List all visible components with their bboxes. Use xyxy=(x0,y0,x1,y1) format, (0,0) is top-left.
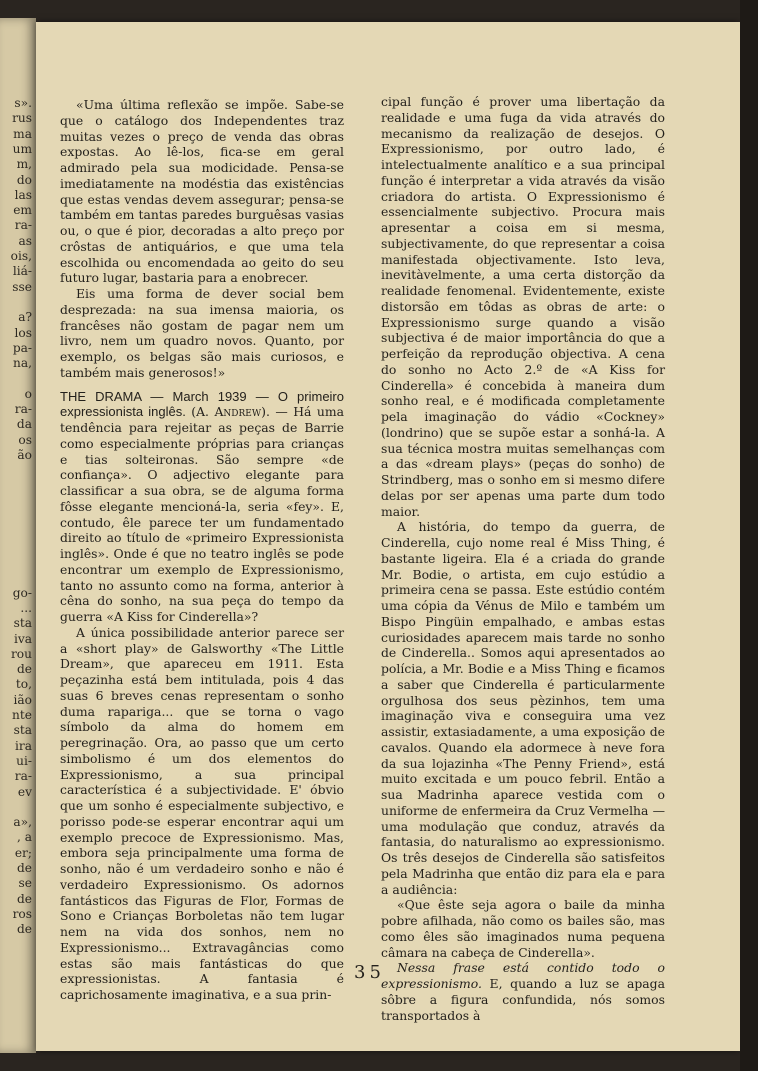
paragraph: Há uma tendência para rejeitar as peças de Barrie como especialmente próprias para crianças e tias solteironas. São sempre «de confiança». O adjectivo elegante para classificar a sua obra, se de alguma forma fôsse elegante mencioná-la, seria «fey». E, contudo, êle parece ter um fundamentado direito ao título de «primeiro Expressionista inglês». Onde é que no teatro inglês se pode encontrar um exemplo de Expressionismo, tanto no assunto como na forma, anterior à cêna do sonho, na sua peça do tempo da guerra «A Kiss for Cinderella»? xyxy=(60,404,344,624)
margin-fragment: pa- xyxy=(12,340,32,355)
paragraph xyxy=(381,960,665,1023)
margin-fragment: da xyxy=(16,417,32,432)
margin-fragment: de xyxy=(16,662,32,677)
margin-fragment: ... xyxy=(20,600,32,615)
margin-fragment: ui- xyxy=(16,753,32,768)
italic-phrase: Nessa frase está contido todo o expressionismo. xyxy=(381,960,665,991)
heading-author-close: ). — xyxy=(261,404,288,420)
margin-fragment: ros xyxy=(12,906,32,921)
margin-fragment: los xyxy=(14,325,32,340)
heading-author-open: (A. xyxy=(185,404,215,420)
binding-shadow xyxy=(740,0,758,1071)
margin-fragment: nte xyxy=(12,708,32,722)
margin-fragment: las xyxy=(14,187,32,202)
margin-fragment: em xyxy=(13,203,32,218)
margin-fragment: ma xyxy=(13,126,32,141)
paragraph-rest: E, quando a luz se apaga sôbre a figura confundida, nós somos transportados à xyxy=(381,976,665,1023)
margin-fragment: ira xyxy=(15,738,32,753)
margin-fragment: ev xyxy=(17,784,32,799)
margin-fragment: iva xyxy=(13,631,32,646)
margin-fragment: s». xyxy=(14,96,32,110)
margin-fragment: ão xyxy=(17,447,32,462)
paragraph: Eis uma forma de dever social bem desprezada: na sua imensa maioria, os francêses não gostam de pagar nem um livro, nem um quadro novos. Quanto, por exemplo, os belgas são mais curiosos, e também mais generosos!» xyxy=(60,286,344,380)
paragraph: A história, do tempo da guerra, de Cinderella, cujo nome real é Miss Thing, é bastante ligeira. Ela é a criada do grande Mr. Bodie, o artista, em cujo estúdio a primeira cena se passa. Este estúdio contém uma cópia da Vénus de Milo e também um Bispo Pingüin empalhado, e ambas estas curiosidades aparecem mais tarde no sonho de Cinderella.. Somos aqui apresentados ao polícia, a Mr. Bodie e a Miss Thing e ficamos a saber que Cinderella é particularmente orgulhosa dos seus pèzinhos, tem uma imaginação viva e conseguira uma vez assistir, extasiadamente, a uma exposição de cavalos. Quando ela adormece à neve fora da sua lojazinha «The Penny Friend», está muito excitada e um pouco febril. Então a sua Madrinha aparece vestida com o uniforme de enfermeira da Cruz Vermelha — uma modulação que conduz, através da fantasia, do naturalismo ao expressionismo. Os três desejos de Cinderella são satisfeitos pela Madrinha que então diz para ela e para a audiência: xyxy=(381,519,665,897)
margin-fragment: go- xyxy=(12,585,32,600)
margin-fragment: ois, xyxy=(10,249,32,263)
margin-fragment: se xyxy=(18,876,32,891)
margin-fragment: um xyxy=(12,141,32,156)
margin-fragment: to, xyxy=(15,677,32,692)
margin-fragment: liá- xyxy=(12,264,32,279)
margin-fragment: as xyxy=(18,233,32,248)
margin-fragment: ra- xyxy=(14,402,32,416)
margin-fragment: de xyxy=(16,922,32,937)
margin-fragment: sta xyxy=(13,723,32,738)
margin-fragment: er; xyxy=(14,845,32,860)
margin-fragment: m, xyxy=(16,157,32,172)
margin-fragment: de xyxy=(16,891,32,906)
margin-fragment: rou xyxy=(10,646,32,661)
margin-fragment: o xyxy=(24,386,32,401)
quotation: «Que êste seja agora o baile da minha pobre afilhada, não como os bailes são, mas como êles são imaginados numa pequena câmara na cabeça de Cinderella». xyxy=(381,897,665,960)
margin-fragment: sta xyxy=(13,616,32,631)
margin-fragment: na, xyxy=(13,356,32,371)
margin-fragment: sse xyxy=(12,279,32,294)
paragraph: A única possibilidade anterior parece ser a «short play» de Galsworthy «The Little Dream», que apareceu em 1911. Esta peçazinha está bem intitulada, pois 4 das suas 6 breves cenas representam o sonho duma rapariga... que se torna o vago símbolo da alma do homem em peregrinação. Ora, ao passo que um certo simbolismo é um dos elementos do Expressionismo, a sua principal característica é a subjectividade. E' óbvio que um sonho é especialmente subjectivo, e porisso pode-se esperar encontrar aqui um exemplo precoce de Expressionismo. Mas, embora seja principalmente uma forma de sonho, não é um verdadeiro sonho e não é verdadeiro Expressionismo. Os adornos fantásticos das Figuras de Flor, Formas de Sono e Crianças Borboletas não tem lugar nem na vida dos sonhos, nem no Expressionismo... Extravagâncias como estas são mais fantásticas do que expressionistas. A fantasia é caprichosamente imaginativa, e a sua prin- xyxy=(60,624,344,1002)
margin-fragment: do xyxy=(16,172,32,187)
right-column xyxy=(381,94,665,1023)
margin-fragment: de xyxy=(16,861,32,875)
page-number: 35 xyxy=(354,962,385,983)
margin-fragment: , a xyxy=(16,830,32,845)
adjacent-page-edge xyxy=(0,18,36,1053)
margin-fragment: a», xyxy=(13,815,32,830)
paragraph: «Uma última reflexão se impõe. Sabe-se que o catálogo dos Independentes traz muitas vezes o preço de venda das obras expostas. Ao lê-los, fica-se em geral admirado pela sua modicidade. Pensa-se imediatamente na modéstia das existências que estas vendas devem assegurar; pensa-se também em tantas paredes burguêsas vasias ou, o que é pior, decoradas a alto preço por crôstas de antiquários, e que uma tela escolhida ou encomendada ao geito do seu futuro lugar, bastaria para a enobrecer. xyxy=(60,97,344,286)
article-heading xyxy=(60,389,344,625)
margin-fragment: rus xyxy=(12,111,32,126)
paragraph: cipal função é prover uma libertação da realidade e uma fuga da vida através do mecanismo da realização de desejos. O Expressionismo, por outro lado, é intelectualmente analítico e a sua principal função é interpretar a vida através da visão criadora do artista. O Expressionismo é essencialmente subjectivo. Procura mais apresentar a coisa em si mesma, subjectivamente, do que representar a coisa manifestada objectivamente. Isto leva, inevitàvelmente, a uma certa distorção da realidade fenomenal. Evidentemente, existe distorsão em tôdas as obras de arte: o Expressionismo surge quando a visão subjectiva é de maior importância do que a perfeição da reprodução objectiva. A cena do sonho no Acto 2.º de «A Kiss for Cinderella» é concebida à maneira dum sonho real, e é modificada completamente pela imaginação do vádio «Cockney» (londrino) que se supõe estar a sonhá-la. A sua técnica mostra muitas semelhanças com a das «dream plays» (peças do sonho) de Strindberg, mas o sonho em si mesmo difere delas por ser apenas uma parte dum todo maior. xyxy=(381,94,665,519)
margin-fragment: ra- xyxy=(14,218,32,233)
margin-fragment: ião xyxy=(13,692,32,707)
document-page xyxy=(36,22,740,1051)
article-heading-title: THE DRAMA — March 1939 — O primeiro expressionista inglês. xyxy=(60,388,344,420)
margin-fragment: ra- xyxy=(14,769,32,784)
margin-fragment: a? xyxy=(18,310,32,325)
left-column xyxy=(60,97,344,1003)
article-author: Andrew xyxy=(214,404,262,420)
margin-fragment: os xyxy=(18,432,32,447)
